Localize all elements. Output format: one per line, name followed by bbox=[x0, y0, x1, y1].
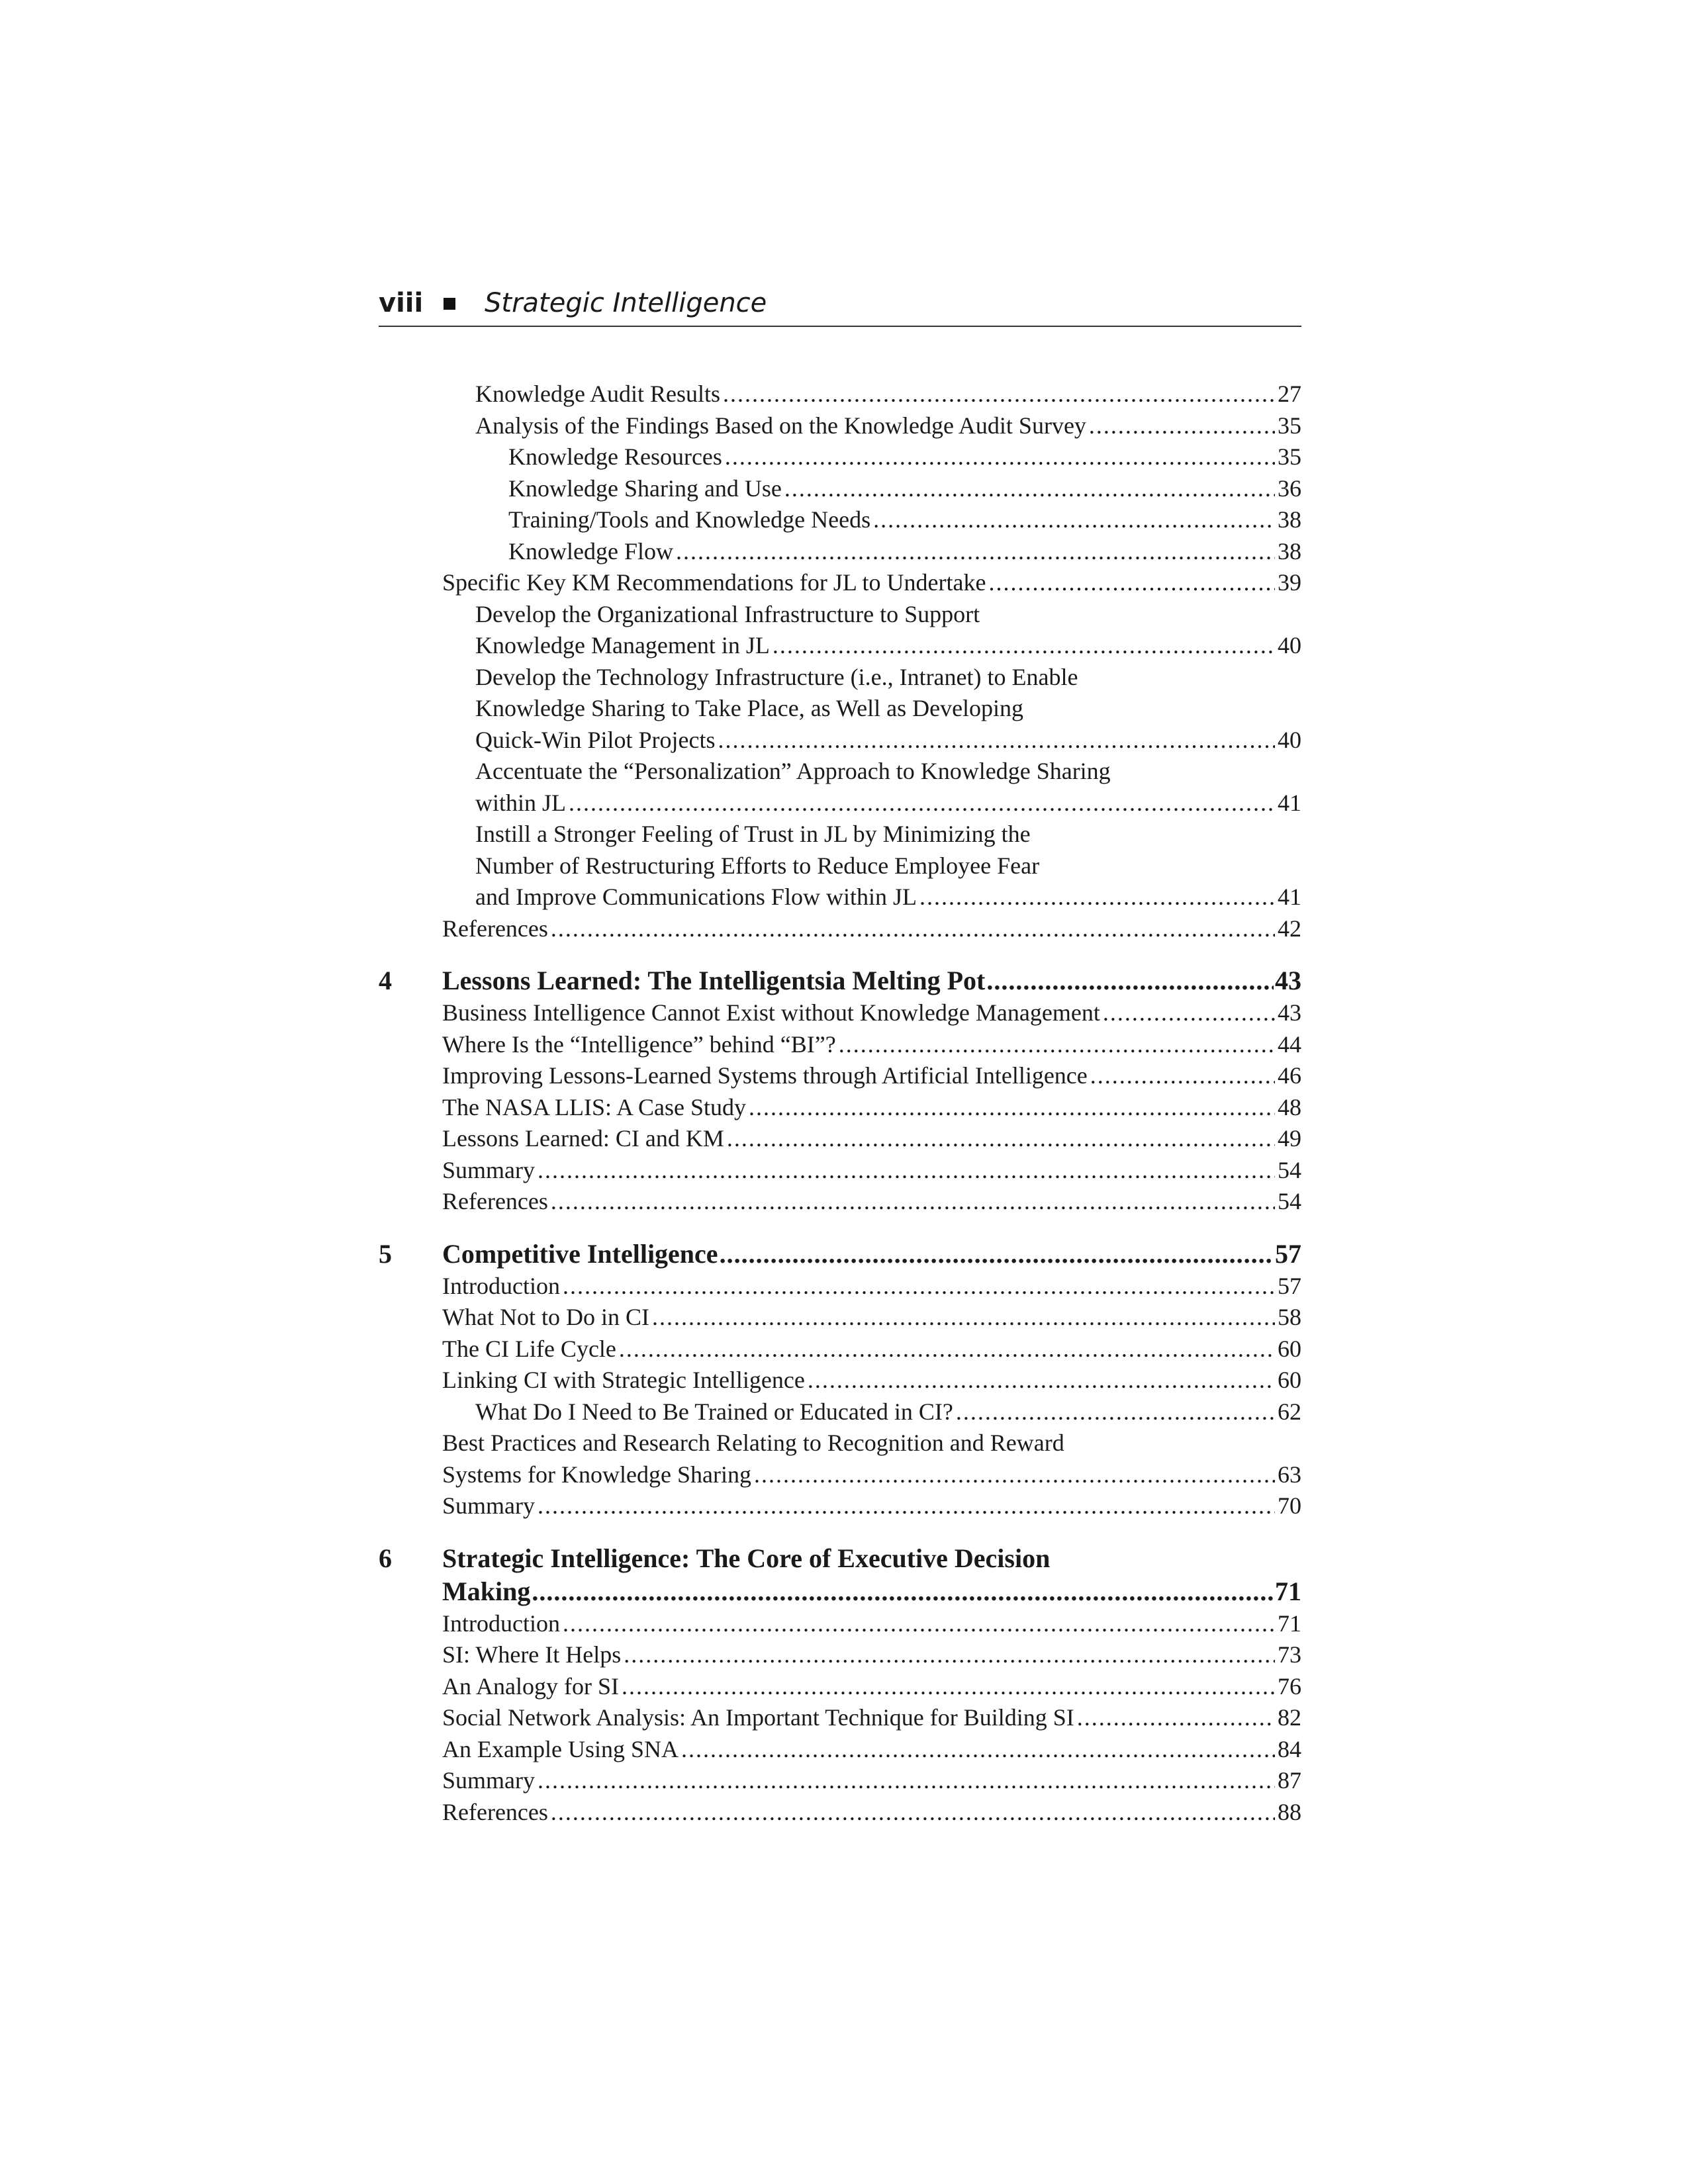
chapter-heading[interactable] bbox=[379, 1542, 1301, 1608]
toc-entry[interactable]: Knowledge Resources ..... 35 bbox=[379, 441, 1301, 473]
chapter-heading[interactable] bbox=[379, 1238, 1301, 1271]
chapter-title: Strategic Intelligence: The Core of Executive Decision bbox=[442, 1543, 1051, 1573]
toc-entry[interactable]: References ..... 54 bbox=[379, 1186, 1301, 1218]
toc-entry[interactable]: Quick-Win Pilot Projects ..... 40 bbox=[379, 725, 1301, 756]
toc-entry[interactable]: The CI Life Cycle ..... 60 bbox=[379, 1334, 1301, 1365]
toc-entry[interactable]: Business Intelligence Cannot Exist without Knowledge Management ..... 43 bbox=[379, 997, 1301, 1029]
toc-entry[interactable]: Lessons Learned: CI and KM ..... 49 bbox=[379, 1123, 1301, 1155]
toc-entry[interactable]: SI: Where It Helps ..... 73 bbox=[379, 1639, 1301, 1671]
toc-entry[interactable]: The NASA LLIS: A Case Study ..... 48 bbox=[379, 1092, 1301, 1124]
toc-entry[interactable]: Develop the Organizational Infrastructure to Support bbox=[475, 600, 980, 627]
table-of-contents bbox=[379, 379, 1301, 1828]
toc-entry[interactable]: Best Practices and Research Relating to Recognition and Reward bbox=[442, 1430, 1064, 1456]
toc-entry[interactable]: and Improve Communications Flow within JL ..... 41 bbox=[379, 882, 1301, 913]
toc-entry[interactable]: Knowledge Management in JL ..... 40 bbox=[379, 630, 1301, 662]
toc-entry[interactable]: An Analogy for SI ..... 76 bbox=[379, 1671, 1301, 1703]
toc-entry[interactable]: Summary ..... 87 bbox=[379, 1765, 1301, 1797]
toc-entry[interactable]: Summary ..... 70 bbox=[379, 1490, 1301, 1522]
toc-entry[interactable]: Linking CI with Strategic Intelligence ..... 60 bbox=[379, 1365, 1301, 1396]
chapter-page: 57 bbox=[1275, 1238, 1301, 1269]
toc-entry[interactable]: within JL ..... 41 bbox=[379, 788, 1301, 819]
toc-entry[interactable]: Social Network Analysis: An Important Technique for Building SI ..... 82 bbox=[379, 1702, 1301, 1734]
chapter-title-continued: Making bbox=[442, 1576, 531, 1606]
toc-entry[interactable]: Where Is the “Intelligence” behind “BI”? ..... 44 bbox=[379, 1029, 1301, 1061]
toc-entry[interactable]: Specific Key KM Recommendations for JL to Undertake ..... 39 bbox=[379, 567, 1301, 599]
chapter-title: Lessons Learned: The Intelligentsia Melting Pot bbox=[442, 966, 986, 995]
toc-entry[interactable]: Number of Restructuring Efforts to Reduce Employee Fear bbox=[475, 852, 1040, 879]
toc-entry[interactable]: Systems for Knowledge Sharing ..... 63 bbox=[379, 1459, 1301, 1491]
page-number: viii bbox=[379, 288, 424, 318]
toc-entry[interactable]: References ..... 42 bbox=[379, 913, 1301, 945]
toc-entry[interactable]: Introduction ..... 57 bbox=[379, 1271, 1301, 1302]
toc-entry[interactable]: References ..... 88 bbox=[379, 1797, 1301, 1829]
toc-entry[interactable]: Training/Tools and Knowledge Needs ..... 38 bbox=[379, 504, 1301, 536]
toc-entry[interactable]: Improving Lessons-Learned Systems through Artificial Intelligence ..... 46 bbox=[379, 1060, 1301, 1092]
toc-entry[interactable]: What Do I Need to Be Trained or Educated in CI? ..... 62 bbox=[379, 1396, 1301, 1428]
toc-entry[interactable]: Accentuate the “Personalization” Approach to Knowledge Sharing bbox=[475, 758, 1111, 784]
running-header bbox=[379, 283, 1301, 327]
chapter-title: Competitive Intelligence bbox=[442, 1238, 718, 1269]
chapter-number: 6 bbox=[379, 1543, 392, 1573]
toc-entry[interactable]: Knowledge Sharing to Take Place, as Well as Developing bbox=[475, 695, 1024, 721]
chapter-page: 71 bbox=[1275, 1576, 1301, 1606]
toc-entry[interactable]: Summary ..... 54 bbox=[379, 1155, 1301, 1187]
toc-entry[interactable]: An Example Using SNA ..... 84 bbox=[379, 1734, 1301, 1766]
toc-entry[interactable]: Instill a Stronger Feeling of Trust in JL by Minimizing the bbox=[475, 821, 1031, 847]
toc-entry[interactable]: Introduction ..... 71 bbox=[379, 1608, 1301, 1640]
book-title: Strategic Intelligence bbox=[485, 288, 767, 318]
toc-entry[interactable]: Develop the Technology Infrastructure (i.e., Intranet) to Enable bbox=[475, 663, 1078, 690]
toc-entry[interactable]: Knowledge Audit Results ..... 27 bbox=[379, 379, 1301, 410]
toc-entry[interactable]: Knowledge Flow ..... 38 bbox=[379, 536, 1301, 568]
chapter-number: 4 bbox=[379, 966, 392, 995]
toc-entry[interactable]: Analysis of the Findings Based on the Knowledge Audit Survey ..... 35 bbox=[379, 410, 1301, 442]
toc-entry[interactable]: Knowledge Sharing and Use ..... 36 bbox=[379, 473, 1301, 505]
square-bullet-icon bbox=[444, 298, 455, 310]
toc-entry[interactable]: What Not to Do in CI ..... 58 bbox=[379, 1302, 1301, 1334]
chapter-number: 5 bbox=[379, 1238, 392, 1269]
chapter-heading[interactable] bbox=[379, 964, 1301, 997]
chapter-page: 43 bbox=[1275, 966, 1301, 995]
